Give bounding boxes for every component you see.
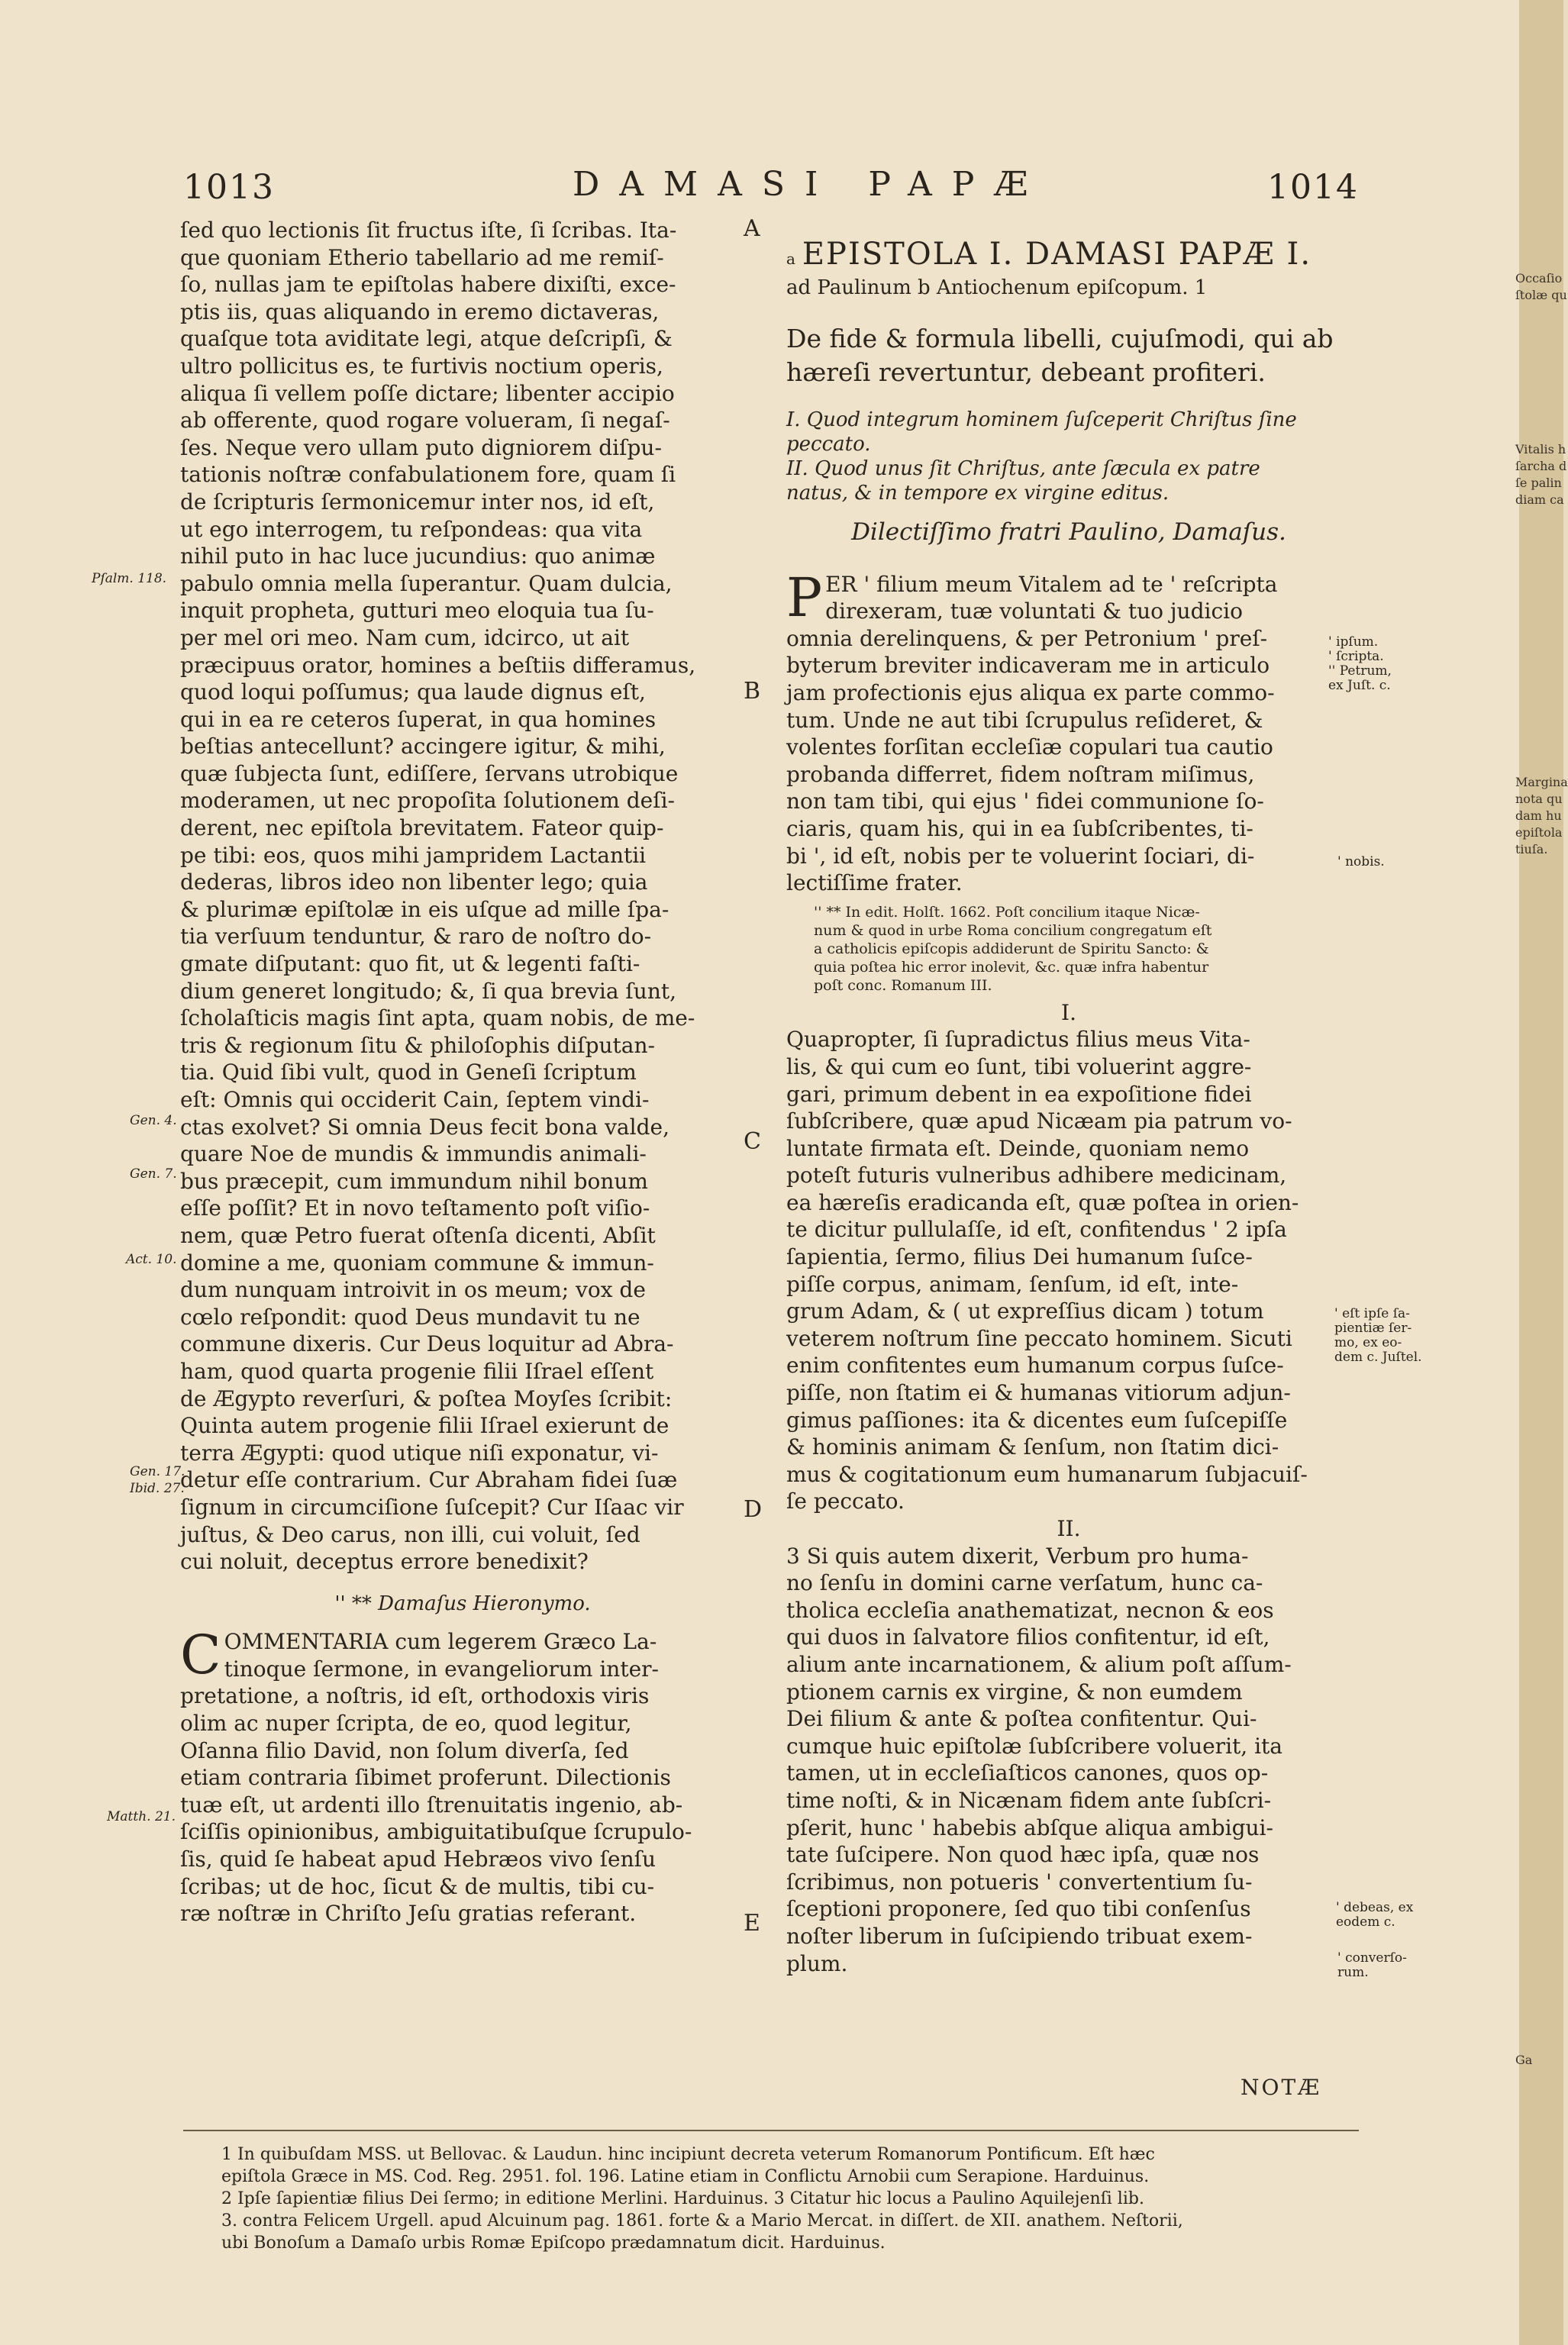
margin-note: ' debeas, ex eodem c.	[1336, 1900, 1414, 1930]
footnotes	[221, 2143, 1351, 2254]
text-line: qui duos in ſalvatore filios confitentur, id eſt,	[786, 1624, 1270, 1650]
footnote-line: 2 Ipſe ſapientiæ filius Dei ſermo; in editione Merlini. Harduinus. 3 Citatur hic locus a Paulino Aquilejenſi lib.	[221, 2189, 1144, 2208]
text-line: tum. Unde ne aut tibi ſcrupulus reſideret, &	[786, 707, 1263, 733]
text-line: jam profectionis ejus aliqua ex parte commo-	[786, 679, 1275, 705]
intro-block	[786, 566, 1351, 897]
text-line: præcipuus orator, homines a beſtiis differamus,	[180, 652, 696, 678]
text-line: plum.	[786, 1950, 848, 1976]
text-line: volentes forſitan eccleſiæ copulari tua cautio	[786, 734, 1273, 760]
text-line: ut ego interrogem, tu reſpondeas: qua vita	[180, 516, 643, 542]
addressee: ad Paulinum b Antiochenum epiſcopum. 1	[786, 276, 1208, 299]
summary-line: I. Quod integrum hominem ſuſceperit Chriſtus ſine	[786, 408, 1297, 431]
text-line: bus præcepit, cum immundum nihil bonum	[180, 1168, 648, 1194]
text-line: cumque huic epiſtolæ ſubſcribere voluerit, ita	[786, 1733, 1282, 1759]
text-line: alium ante incarnationem, & alium poſt aſſum-	[786, 1651, 1292, 1677]
edge-text: Margina	[1515, 775, 1568, 789]
text-line: mus & cogitationum eum humanarum ſubjacuiſ-	[786, 1461, 1308, 1487]
edge-text: Vitalis h	[1515, 442, 1566, 456]
footnote-line: ubi Bonoſum a Damaſo urbis Romæ Epiſcopo prædamnatum dicit. Harduinus.	[221, 2234, 886, 2253]
text-line: Dei filium & ante & poſtea confitentur. Qui-	[786, 1706, 1257, 1732]
text-line: luntate firmata eſt. Deinde, quoniam nemo	[786, 1135, 1250, 1161]
summary	[786, 408, 1351, 505]
edge-text: dam hu	[1515, 808, 1562, 823]
text-line: lectiſſime frater.	[786, 870, 963, 896]
text-line: pretatione, a noſtris, id eſt, orthodoxis viris	[180, 1683, 650, 1709]
text-line: tholica eccleſia anathematizat, necnon & eos	[786, 1597, 1274, 1623]
text-line: tate ſuſcipere. Non quod hæc ipſa, quæ nos	[786, 1842, 1260, 1868]
text-line: dederas, libros ideo non libenter lego; quia	[180, 869, 648, 895]
footnote-line: epiſtola Græce in MS. Cod. Reg. 2951. fol. 196. Latine etiam in Conflictu Arnobii cum Serapione. Harduinus.	[221, 2167, 1150, 2186]
text-line: non tam tibi, qui ejus ' fidei communione ſo-	[786, 789, 1264, 814]
text-line: bi ', id eſt, nobis per te voluerint ſociari, di-	[786, 843, 1255, 869]
text-line: ER ' filium meum Vitalem ad te ' reſcripta	[825, 571, 1278, 597]
text-line: Quinta autem progenie filii Iſrael exierunt de	[180, 1413, 669, 1439]
commentaria-text	[180, 1624, 745, 1927]
commentaria-block	[180, 1624, 745, 1927]
running-title: DAMASI PAPÆ	[573, 165, 1048, 204]
text-line: que quoniam Etherio tabellario ad me remiſ-	[180, 244, 664, 270]
edge-text: ſarcha d	[1515, 459, 1567, 473]
text-line: grum Adam, & ( ut expreſſius dicam ) totum	[786, 1298, 1264, 1324]
text-line: tris & regionum ſitu & philoſophis diſputan-	[180, 1032, 655, 1058]
text-line: ſignum in circumciſione ſuſcepit? Cur Iſaac vir	[180, 1494, 684, 1520]
text-line: ab offerente, quod rogare volueram, ſi negaſ-	[180, 408, 670, 434]
edge-text: ſe palin	[1515, 476, 1562, 490]
text-line: ea hæreſis eradicanda eſt, quæ poſtea in orien-	[786, 1189, 1299, 1215]
footnote-line: 1 In quibuſdam MSS. ut Bellovac. & Laudun. hinc incipiunt decreta veterum Romanorum Pontificum. Eſt hæc	[221, 2145, 1155, 2164]
text-line: time noſti, & in Nicænam fidem ante ſubſcri-	[786, 1787, 1272, 1813]
text-line: ſceptioni proponere, ſed quo tibi conſenſus	[786, 1896, 1251, 1922]
text-line: veterem noſtrum ſine peccato hominem. Sicuti	[786, 1325, 1292, 1351]
text-line: detur eſſe contrarium. Cur Abraham fidei ſuæ	[180, 1467, 678, 1493]
text-line: enim confitentes eum humanum corpus ſuſce-	[786, 1353, 1284, 1379]
text-line: byterum breviter indicaveram me in articulo	[786, 653, 1270, 679]
section-letter: D	[744, 1496, 763, 1523]
margin-ref: Matth. 21.	[107, 1809, 176, 1824]
text-line: de ſcripturis ſermonicemur inter nos, id eſt,	[180, 489, 655, 514]
note-line: num & quod in urbe Roma concilium congregatum eſt	[814, 921, 1212, 939]
text-line: eſſe poſſit? Et in novo teſtamento poſt viſio-	[180, 1195, 650, 1221]
note-line: a catholicis epiſcopis addiderunt de Spiritu Sancto: &	[814, 940, 1209, 957]
text-line: pe tibi: eos, quos mihi jampridem Lactantii	[180, 842, 647, 868]
text-line: cui noluit, deceptus errore benedixit?	[180, 1549, 589, 1575]
text-line: tuæ eſt, ut ardenti illo ſtrenuitatis ingenio, ab-	[180, 1792, 683, 1818]
text-line: domine a me, quoniam commune & immun-	[180, 1250, 654, 1276]
text-line: gmate diſputant: quo fit, ut & legenti faſti-	[180, 951, 640, 977]
section-1-text	[786, 1026, 1351, 1515]
text-line: ſciſſis opinionibus, ambiguitatibuſque ſcrupulo-	[180, 1819, 692, 1845]
edge-text: nota qu	[1515, 792, 1563, 806]
text-line: te dicitur pullulaſſe, id eſt, confitendus ' 2 ipſa	[786, 1217, 1287, 1243]
text-line: per mel ori meo. Nam cum, idcirco, ut ait	[180, 624, 630, 650]
text-line: beſtias antecellunt? accingere igitur, & mihi,	[180, 734, 666, 760]
footnote-rule	[183, 2130, 1359, 2131]
edge-text: diam ca	[1515, 492, 1564, 507]
notae-label: NOTÆ	[1241, 2075, 1322, 2100]
margin-ref: Act. 10.	[126, 1252, 177, 1267]
text-line: ſe peccato.	[786, 1489, 905, 1514]
text-line: ſcholaſticis magis ſint apta, quam nobis, de me-	[180, 1005, 695, 1031]
text-line: ptionem carnis ex virgine, & non eumdem	[786, 1679, 1243, 1705]
text-line: eſt: Omnis qui occiderit Cain, ſeptem vindi-	[180, 1087, 650, 1112]
note-line: quia poſtea hic error inolevit, &c. quæ infra habentur	[814, 958, 1209, 976]
text-line: ctas exolvet? Si omnia Deus fecit bona valde,	[180, 1114, 669, 1140]
section-2-text	[786, 1543, 1351, 1978]
note-line: '' ** In edit. Holſt. 1662. Poſt concilium itaque Nicæ-	[814, 903, 1200, 921]
text-line: nem, quæ Petro fuerat oſtenſa dicenti, Abſit	[180, 1222, 656, 1248]
dropcap-c: C	[180, 1624, 221, 1687]
text-line: 3 Si quis autem dixerit, Verbum pro huma-	[786, 1543, 1249, 1569]
text-line: de Ægypto reverſuri, & poſtea Moyſes ſcribit:	[180, 1385, 673, 1411]
edit-note	[786, 903, 1351, 995]
text-line: Quapropter, ſi ſupradictus filius meus Vita-	[786, 1027, 1250, 1053]
section-2-number: II.	[1057, 1516, 1081, 1541]
summary-line: II. Quod unus ſit Chriſtus, ante ſæcula ex patre	[786, 456, 1260, 480]
text-line: dum nunquam introivit in os meum; vox de	[180, 1277, 646, 1303]
text-line: direxeram, tuæ voluntati & tuo judicio	[825, 598, 1243, 624]
dropcap-p: P	[786, 566, 823, 629]
note-line: poſt conc. Romanum III.	[814, 976, 992, 994]
text-line: noſter liberum in ſuſcipiendo tribuat exem-	[786, 1923, 1253, 1949]
text-line: tia verſuum tenduntur, & raro de noſtro do-	[180, 924, 652, 950]
text-line: & plurimæ epiſtolæ in eis uſque ad mille ſpa-	[180, 896, 669, 922]
edge-text: Ga	[1515, 2053, 1533, 2067]
text-line: quæ ſubjecta ſunt, ediſſere, ſervans utrobique	[180, 760, 679, 786]
text-line: pſerit, hunc ' habebis abſque aliqua ambigui-	[786, 1814, 1273, 1840]
salutation: Dilectiſſimo fratri Paulino, Damaſus.	[851, 518, 1286, 546]
epistle-title-line	[786, 237, 1351, 275]
text-line: qui in ea re ceteros ſuperat, in qua homines	[180, 706, 657, 732]
text-line: ſo, nullas jam te epiſtolas habere dixiſti, exce-	[180, 272, 676, 298]
footnote-line: 3. contra Felicem Urgell. apud Alcuinum pag. 1861. forte & a Mario Mercat. in diſſert. de XII. anathem. Neſtorii,	[221, 2211, 1183, 2230]
epistle-title: EPISTOLA I. DAMASI PAPÆ I.	[802, 237, 1312, 272]
text-line: ciaris, quam his, qui in ea ſubſcribentes, ti-	[786, 815, 1253, 841]
page-number-right: 1014	[1267, 168, 1359, 207]
text-line: pabulo omnia mella ſuperantur. Quam dulcia,	[180, 570, 673, 596]
text-line: poteſt futuris vulneribus adhibere medicinam,	[786, 1163, 1287, 1189]
title-prefix: a	[786, 250, 795, 268]
text-line: cœlo reſpondit: quod Deus mundavit tu ne	[180, 1304, 640, 1330]
margin-ref: Gen. 4.	[130, 1113, 177, 1128]
text-line: quod loqui poſſumus; qua laude dignus eſt,	[180, 679, 646, 705]
text-line: derent, nec epiſtola brevitatem. Fateor quip-	[180, 815, 664, 841]
section-letter: C	[744, 1128, 761, 1155]
text-line: ſis, quid ſe habeat apud Hebræos vivo ſenſu	[180, 1847, 657, 1872]
text-line: commune dixeris. Cur Deus loquitur ad Abra-	[180, 1331, 674, 1357]
text-line: quaſque tota aviditate legi, atque deſcripſi, &	[180, 326, 673, 352]
text-line: tinoque ſermone, in evangeliorum inter-	[224, 1656, 660, 1682]
page-number-left: 1013	[183, 168, 275, 207]
text-line: juſtus, & Deo carus, non illi, cui voluit, ſed	[180, 1521, 640, 1547]
text-line: no ſenſu in domini carne verſatum, hunc ca-	[786, 1570, 1263, 1596]
section-1-number: I.	[1061, 999, 1076, 1025]
margin-ref: Ibid. 27.	[130, 1481, 185, 1496]
text-line: tationis noſtræ confabulationem fore, quam ſi	[180, 462, 676, 488]
text-line: moderamen, ut nec propoſita ſolutionem deſi-	[180, 788, 676, 814]
text-line: tia. Quid ſibi vult, quod in Geneſi ſcriptum	[180, 1060, 637, 1085]
text-line: Oſanna filio David, non ſolum diverſa, ſed	[180, 1737, 629, 1763]
section-letter: E	[744, 1910, 760, 1937]
section-letter: B	[744, 678, 761, 705]
text-line: etiam contraria ſibimet proferunt. Dilectionis	[180, 1765, 671, 1791]
text-line: piſſe corpus, animam, ſenſum, id eſt, inte-	[786, 1271, 1239, 1297]
text-line: & hominis animam & ſenſum, non ſtatim dici-	[786, 1434, 1279, 1460]
right-column	[786, 237, 1351, 1977]
summary-line: peccato.	[786, 432, 871, 456]
text-line: ſcribas; ut de hoc, ſicut & de multis, tibi cu-	[180, 1873, 655, 1899]
text-line: tamen, ut in eccleſiaſticos canones, quos op-	[786, 1760, 1269, 1786]
text-line: piſſe, non ſtatim ei & humanas vitiorum adjun-	[786, 1380, 1291, 1406]
text-line: ræ noſtræ in Chriſto Jeſu gratias referant.	[180, 1901, 637, 1927]
text-line: ſapientia, ſermo, filius Dei humanum ſuſce-	[786, 1244, 1253, 1270]
edge-text: Occaſio	[1515, 271, 1563, 285]
text-line: nihil puto in hac luce jucundius: quo animæ	[180, 544, 656, 569]
text-line: dium generet longitudo; &, ſi qua brevia ſunt,	[180, 978, 677, 1004]
letter-heading: '' ** Damaſus Hieronymo.	[334, 1592, 591, 1615]
text-line: inquit propheta, gutturi meo eloquia tua ſu-	[180, 598, 654, 624]
text-line: ſcribimus, non potueris ' convertentium ſu-	[786, 1869, 1253, 1895]
margin-note: ' ipſum. ' ſcripta. '' Petrum, ex Juſt. c.	[1328, 634, 1392, 693]
subject-line: hæreſi revertuntur, debeant profiteri.	[786, 356, 1266, 387]
text-line: gimus paſſiones: ita & dicentes eum ſuſcepiſſe	[786, 1407, 1288, 1433]
margin-ref: Gen. 17.	[130, 1464, 186, 1479]
text-line: ultro pollicitus es, te furtivis noctium operis,	[180, 353, 663, 379]
margin-note: ' nobis.	[1337, 854, 1385, 869]
text-line: lis, & qui cum eo ſunt, tibi voluerint aggre-	[786, 1053, 1252, 1079]
text-line: gari, primum debent in ea expoſitione fidei	[786, 1081, 1252, 1107]
text-line: ham, quod quarta progenie filii Iſrael eſſent	[180, 1358, 654, 1384]
intro-text	[786, 566, 1351, 897]
text-line: probanda differret, fidem noſtram miſimus,	[786, 761, 1255, 787]
text-line: terra Ægypti: quod utique niſi exponatur, vi-	[180, 1440, 659, 1466]
text-line: ſubſcribere, quæ apud Nicæam pia patrum vo-	[786, 1108, 1292, 1134]
text-line: aliqua ſi vellem poſſe dictare; libenter accipio	[180, 380, 675, 406]
text-line: ptis iis, quas aliquando in eremo dictaveras,	[180, 298, 660, 324]
margin-ref: Pſalm. 118.	[92, 571, 167, 586]
text-line: olim ac nuper ſcripta, de eo, quod legitur,	[180, 1711, 632, 1737]
left-column	[180, 217, 745, 1927]
text-line: omnia derelinquens, & per Petronium ' preſ-	[786, 625, 1268, 651]
edge-text: ſtolæ qu	[1515, 288, 1567, 302]
subject	[786, 322, 1351, 389]
text-line: quare Noe de mundis & immundis animali-	[180, 1141, 647, 1167]
section-letter: A	[744, 215, 760, 242]
edge-text: tiuſa.	[1515, 842, 1548, 856]
text-line: OMMENTARIA cum legerem Græco La-	[224, 1629, 657, 1655]
text-line: ſes. Neque vero ullam puto digniorem diſpu-	[180, 434, 662, 460]
left-text-block	[180, 217, 745, 1576]
subject-line: De fide & formula libelli, cujuſmodi, qui ab	[786, 323, 1334, 353]
summary-line: natus, & in tempore ex virgine editus.	[786, 481, 1170, 505]
margin-note: ' eſt ipſe ſa- pientiæ ſer- mo, ex eo- dem c. Juſtel.	[1334, 1306, 1422, 1365]
text-line: ſed quo lectionis ſit fructus iſte, ſi ſcribas. Ita-	[180, 218, 677, 243]
facing-page-edge	[1519, 0, 1563, 2345]
margin-ref: Gen. 7.	[130, 1166, 177, 1182]
margin-note: ' converſo- rum.	[1337, 1950, 1407, 1980]
edge-text: epiſtola	[1515, 825, 1563, 840]
